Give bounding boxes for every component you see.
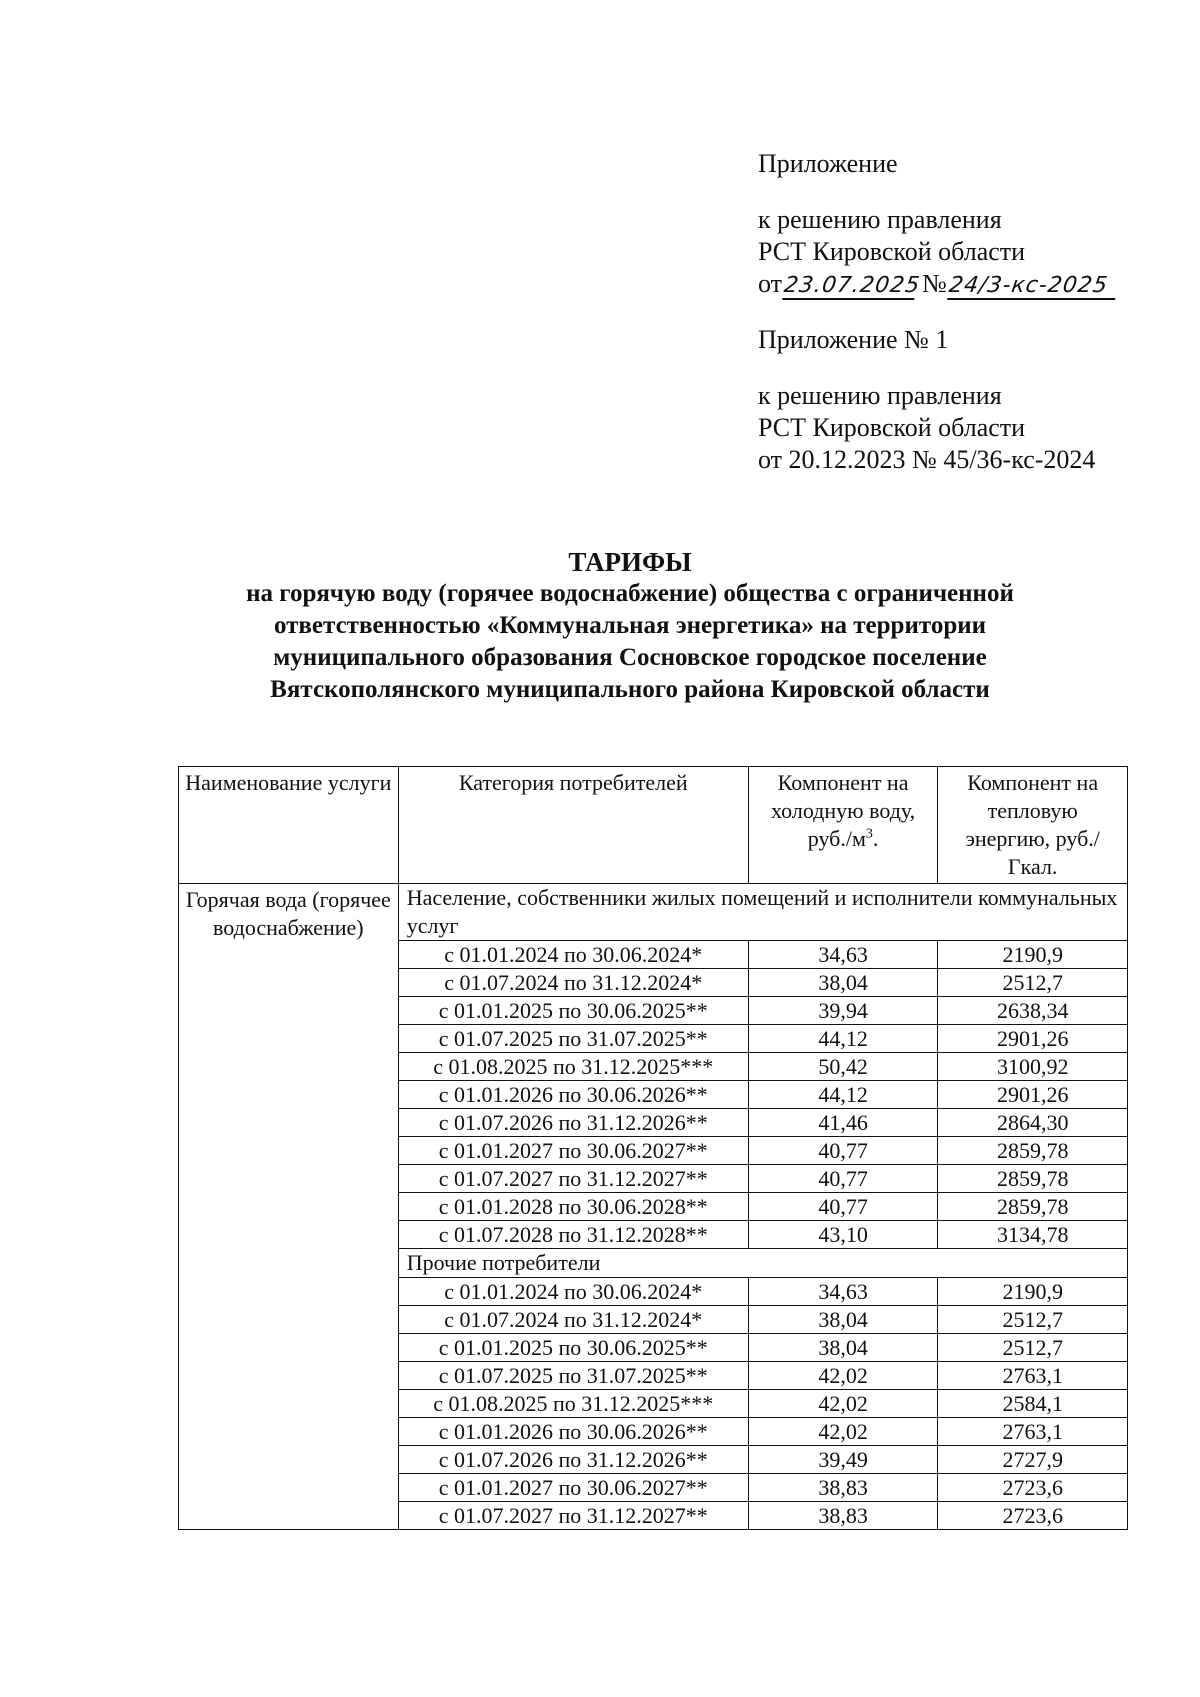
header-category: Категория потребителей	[398, 767, 748, 884]
heat-energy-cell: 2859,78	[938, 1193, 1128, 1221]
group-row-population	[179, 884, 1128, 941]
decision-2-block	[758, 380, 1117, 476]
period-cell: с 01.01.2028 по 30.06.2028**	[398, 1193, 748, 1221]
cold-water-cell: 34,63	[748, 1278, 938, 1306]
decision-block	[758, 204, 1117, 300]
cold-water-cell: 40,77	[748, 1193, 938, 1221]
period-cell: с 01.08.2025 по 31.12.2025***	[398, 1390, 748, 1418]
document-title	[130, 546, 1130, 706]
appendix-1-block	[758, 324, 1117, 356]
cold-water-cell: 40,77	[748, 1165, 938, 1193]
title-line-2: ответственностью «Коммунальная энергетика» на территории	[273, 612, 987, 639]
heat-energy-cell: 2512,7	[938, 1334, 1128, 1362]
cold-water-cell: 44,12	[748, 1025, 938, 1053]
header-cold-sup: 3	[865, 826, 873, 842]
period-cell: с 01.01.2026 по 30.06.2026**	[398, 1418, 748, 1446]
title-line-1: на горячую воду (горячее водоснабжение) общества с ограниченной	[246, 580, 1014, 607]
handwritten-date: 23.07.2025	[782, 273, 922, 298]
period-cell: с 01.07.2027 по 31.12.2027**	[398, 1502, 748, 1530]
cold-water-cell: 44,12	[748, 1081, 938, 1109]
period-cell: с 01.07.2025 по 31.07.2025**	[398, 1025, 748, 1053]
heat-energy-cell: 2723,6	[938, 1474, 1128, 1502]
cold-water-cell: 38,83	[748, 1474, 938, 1502]
title-main: ТАРИФЫ	[568, 547, 692, 577]
cold-water-cell: 42,02	[748, 1390, 938, 1418]
heat-energy-cell: 2859,78	[938, 1137, 1128, 1165]
appendix-label: Приложение	[758, 149, 898, 178]
decision-date-number	[758, 268, 1117, 300]
table-body	[179, 884, 1128, 1530]
heat-energy-cell: 2763,1	[938, 1418, 1128, 1446]
heat-energy-cell: 2901,26	[938, 1081, 1128, 1109]
group-label-population: Население, собственники жилых помещений и исполнители коммунальных услуг	[398, 884, 1127, 941]
appendix-block	[758, 148, 1117, 180]
decision-2-authority: РСТ Кировской области	[758, 413, 1026, 442]
decision-authority: РСТ Кировской области	[758, 237, 1026, 266]
cold-water-cell: 34,63	[748, 941, 938, 969]
heat-energy-cell: 2727,9	[938, 1446, 1128, 1474]
cold-water-cell: 39,49	[748, 1446, 938, 1474]
heat-energy-cell: 2584,1	[938, 1390, 1128, 1418]
heat-energy-cell: 2859,78	[938, 1165, 1128, 1193]
handwritten-number: 24/3-кс-2025	[947, 274, 1119, 300]
group-label-other: Прочие потребители	[398, 1249, 1127, 1278]
period-cell: с 01.01.2024 по 30.06.2024*	[398, 941, 748, 969]
heat-energy-cell: 2638,34	[938, 997, 1128, 1025]
heat-energy-cell: 2190,9	[938, 1278, 1128, 1306]
period-cell: с 01.01.2024 по 30.06.2024*	[398, 1278, 748, 1306]
title-line-3: муниципального образования Сосновское городское поселение	[273, 644, 987, 671]
header-cold-water	[748, 767, 938, 884]
heat-energy-cell: 2723,6	[938, 1502, 1128, 1530]
decision-2-line: к решению правления	[758, 381, 1002, 410]
cold-water-cell: 39,94	[748, 997, 938, 1025]
period-cell: с 01.07.2024 по 31.12.2024*	[398, 1306, 748, 1334]
heat-energy-cell: 2763,1	[938, 1362, 1128, 1390]
decision-line: к решению правления	[758, 205, 1002, 234]
period-cell: с 01.07.2026 по 31.12.2026**	[398, 1109, 748, 1137]
cold-water-cell: 38,04	[748, 1306, 938, 1334]
cold-water-cell: 40,77	[748, 1137, 938, 1165]
header-service: Наименование услуги	[179, 767, 399, 884]
cold-water-cell: 38,83	[748, 1502, 938, 1530]
header-cold-end: .	[872, 826, 879, 851]
cold-water-cell: 43,10	[748, 1221, 938, 1249]
heat-energy-cell: 2901,26	[938, 1025, 1128, 1053]
period-cell: с 01.07.2028 по 31.12.2028**	[398, 1221, 748, 1249]
service-name-cell: Горячая вода (горячее водоснабжение)	[179, 884, 399, 1530]
cold-water-cell: 38,04	[748, 969, 938, 997]
period-cell: с 01.07.2025 по 31.07.2025**	[398, 1362, 748, 1390]
heat-energy-cell: 3134,78	[938, 1221, 1128, 1249]
period-cell: с 01.01.2027 по 30.06.2027**	[398, 1137, 748, 1165]
cold-water-cell: 50,42	[748, 1053, 938, 1081]
period-cell: с 01.07.2024 по 31.12.2024*	[398, 969, 748, 997]
period-cell: с 01.07.2026 по 31.12.2026**	[398, 1446, 748, 1474]
period-cell: с 01.07.2027 по 31.12.2027**	[398, 1165, 748, 1193]
cold-water-cell: 38,04	[748, 1334, 938, 1362]
period-cell: с 01.01.2025 по 30.06.2025**	[398, 997, 748, 1025]
header-row	[179, 767, 1128, 884]
header-heat-energy: Компонент на тепловую энергию, руб./Гкал.	[938, 767, 1128, 884]
from-prefix: от	[758, 269, 783, 298]
cold-water-cell: 42,02	[748, 1418, 938, 1446]
period-cell: с 01.01.2026 по 30.06.2026**	[398, 1081, 748, 1109]
heat-energy-cell: 2190,9	[938, 941, 1128, 969]
period-cell: с 01.01.2025 по 30.06.2025**	[398, 1334, 748, 1362]
number-sign: №	[922, 269, 947, 298]
decision-2-date-number: от 20.12.2023 № 45/36-кс-2024	[758, 445, 1096, 474]
heat-energy-cell: 3100,92	[938, 1053, 1128, 1081]
cold-water-cell: 42,02	[748, 1362, 938, 1390]
heat-energy-cell: 2512,7	[938, 969, 1128, 997]
title-line-4: Вятскополянского муниципального района Кировской области	[270, 676, 990, 703]
period-cell: с 01.01.2027 по 30.06.2027**	[398, 1474, 748, 1502]
heat-energy-cell: 2864,30	[938, 1109, 1128, 1137]
header-cold-text: Компонент на холодную воду, руб./м	[770, 770, 916, 851]
period-cell: с 01.08.2025 по 31.12.2025***	[398, 1053, 748, 1081]
heat-energy-cell: 2512,7	[938, 1306, 1128, 1334]
appendix-1-label: Приложение № 1	[758, 325, 949, 354]
approval-block	[758, 148, 1117, 500]
cold-water-cell: 41,46	[748, 1109, 938, 1137]
tariff-table	[178, 766, 1128, 1530]
